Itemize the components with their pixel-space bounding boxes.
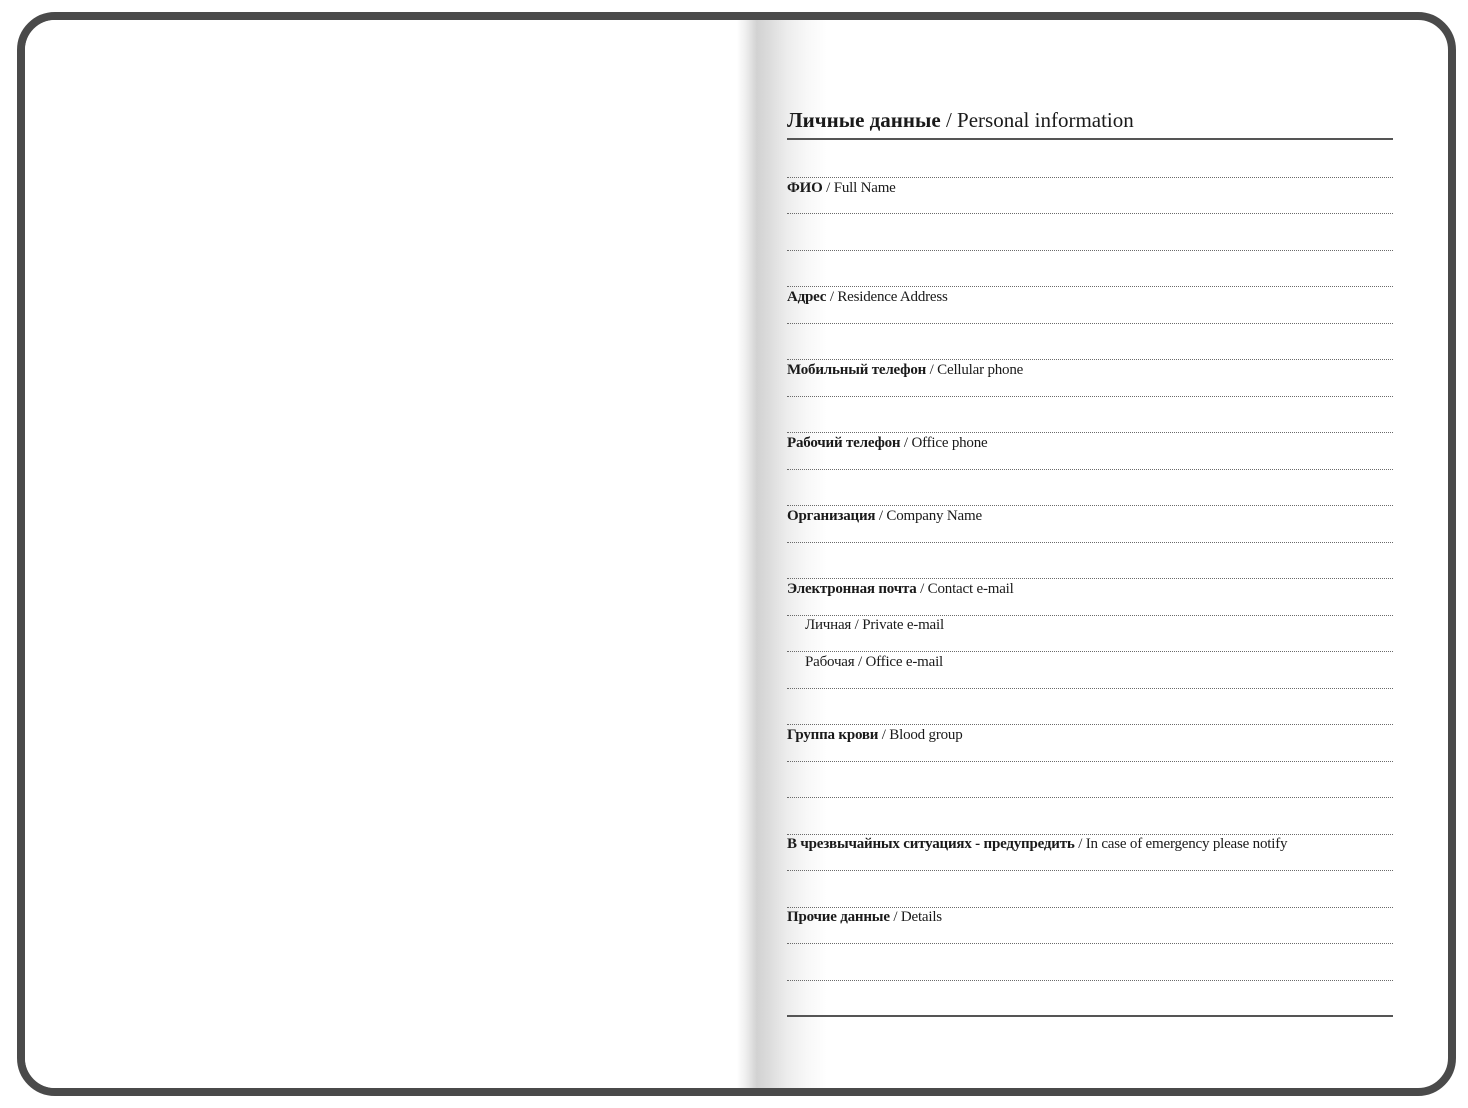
- writing-line[interactable]: [787, 542, 1393, 543]
- writing-line[interactable]: [787, 980, 1393, 981]
- page-title-en: Personal information: [957, 108, 1134, 132]
- private-email-label: Личная / Private e-mail: [805, 617, 944, 633]
- writing-line[interactable]: [787, 870, 1393, 871]
- writing-line[interactable]: [787, 761, 1393, 762]
- company-label: Организация / Company Name: [787, 508, 982, 524]
- writing-line[interactable]: [787, 213, 1393, 214]
- title-underline: [787, 138, 1393, 140]
- email-label: Электронная почта / Contact e-mail: [787, 581, 1014, 597]
- office-phone-label: Рабочий телефон / Office phone: [787, 435, 988, 451]
- writing-line[interactable]: [787, 396, 1393, 397]
- left-page-blank: [25, 20, 745, 1088]
- page-title: [787, 106, 1393, 134]
- personal-info-page: [787, 20, 1393, 1088]
- writing-line[interactable]: [787, 323, 1393, 324]
- address-label: Адрес / Residence Address: [787, 289, 948, 305]
- page-title-separator: /: [940, 108, 958, 132]
- cell-phone-label: Мобильный телефон / Cellular phone: [787, 362, 1024, 378]
- blood-group-label: Группа крови / Blood group: [787, 727, 963, 743]
- office-email-label: Рабочая / Office e-mail: [805, 654, 944, 670]
- full-name-label: ФИО / Full Name: [787, 180, 896, 196]
- writing-line[interactable]: [787, 797, 1393, 798]
- writing-line[interactable]: [787, 250, 1393, 251]
- bottom-rule: [787, 1015, 1393, 1017]
- page-title-ru: Личные данные: [787, 108, 941, 132]
- writing-line[interactable]: [787, 688, 1393, 689]
- emergency-contact-label: В чрезвычайных ситуациях - предупредить / In case of emergency please notify: [787, 836, 1288, 852]
- writing-line[interactable]: [787, 469, 1393, 470]
- writing-line[interactable]: [787, 943, 1393, 944]
- notebook-spread: [17, 12, 1456, 1096]
- details-label: Прочие данные / Details: [787, 909, 942, 925]
